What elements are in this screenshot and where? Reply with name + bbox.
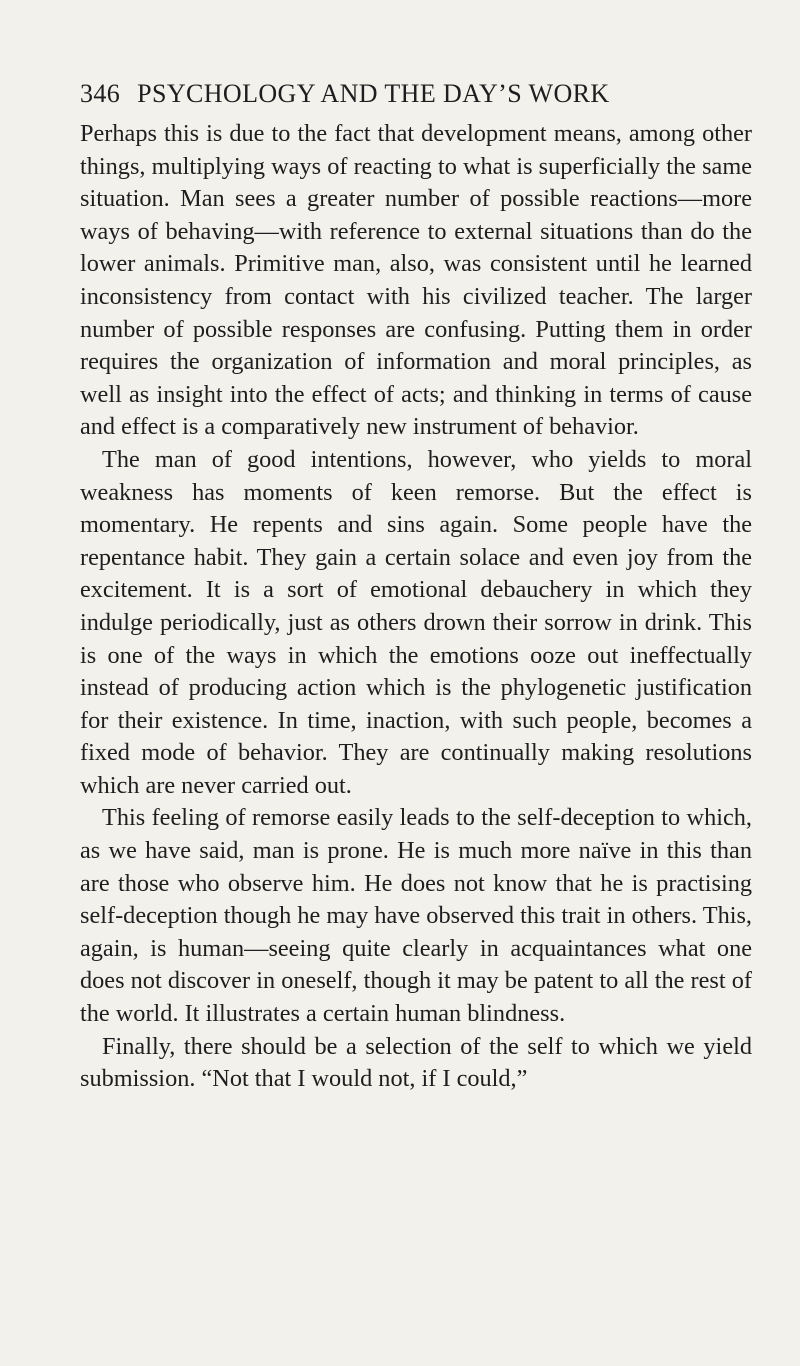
paragraph: Finally, there should be a selection of the self to which we yield submission. “Not that I would not, if I could,” [80, 1032, 752, 1093]
page-number: 346 [80, 79, 121, 108]
running-title: PSYCHOLOGY AND THE DAY’S WORK [137, 79, 610, 108]
book-page [80, 77, 752, 1096]
running-head [80, 77, 752, 111]
paragraph: Perhaps this is due to the fact that development means, among other things, multiplying ways of reacting to what is superficially the same situation. Man sees a greater number of possible reactions—more ways of behaving—with reference to external situations than do the lower animals. Primitive man, also, was consistent until he learned inconsistency from contact with his civilized teacher. The larger number of possible responses are confusing. Putting them in order requires the organization of information and moral principles, as well as insight into the effect of acts; and thinking in terms of cause and effect is a comparatively new instrument of behavior. [80, 120, 752, 441]
body-text [80, 118, 752, 1096]
paragraph: This feeling of remorse easily leads to the self-deception to which, as we have said, man is prone. He is much more naïve in this than are those who observe him. He does not know that he is practising self-deception though he may have observed this trait in others. This, again, is human—seeing quite clearly in acquaintances what one does not discover in oneself, though it may be patent to all the rest of the world. It illustrates a certain human blindness. [80, 804, 752, 1028]
paragraph: The man of good intentions, however, who yields to moral weakness has moments of keen remorse. But the effect is momentary. He repents and sins again. Some people have the repentance habit. They gain a certain solace and even joy from the excitement. It is a sort of emotional debauchery in which they indulge periodically, just as others drown their sorrow in drink. This is one of the ways in which the emotions ooze out ineffectually instead of producing action which is the phylogenetic justification for their existence. In time, inaction, with such people, becomes a fixed mode of behavior. They are continually making resolutions which are never carried out. [80, 445, 752, 799]
